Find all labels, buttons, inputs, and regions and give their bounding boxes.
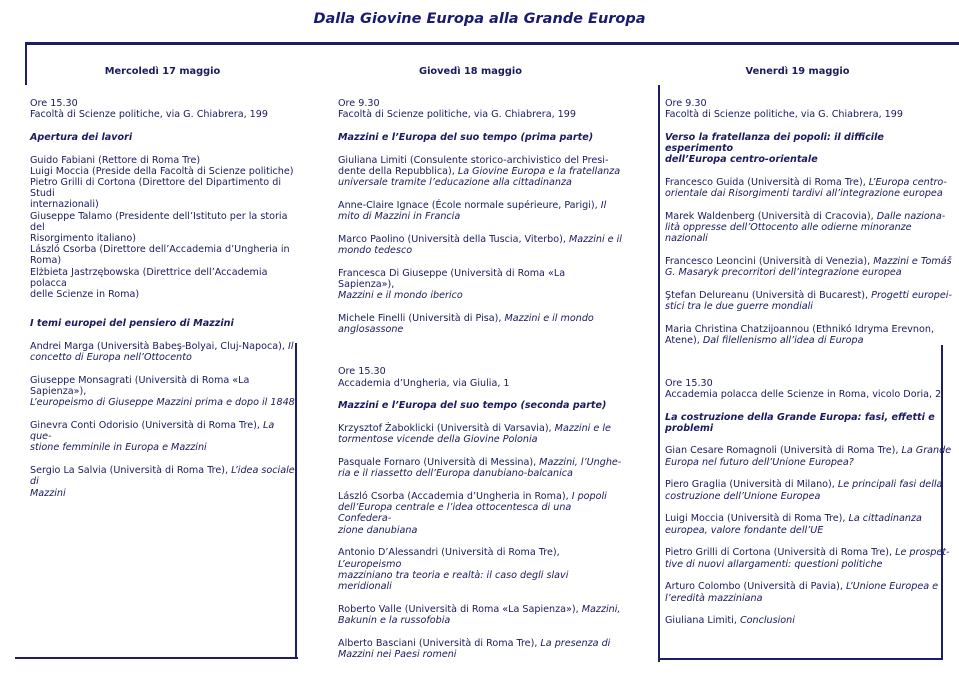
- talk-item: [30, 341, 295, 363]
- speaker-line: Roma): [30, 255, 62, 267]
- session-place: Facoltà di Scienze politiche, via G. Chiabrera, 199: [30, 109, 268, 121]
- talk-title: stione femminile in Europa e Mazzini: [30, 442, 207, 454]
- section-heading-line: La costruzione della Grande Europa: fasi, effetti e: [665, 411, 935, 423]
- talk-title: L’Europa centro-: [868, 177, 947, 188]
- session-info: [665, 98, 955, 120]
- talk-title: Mazzini, l’Unghe-: [539, 457, 622, 468]
- session-place: Accademia polacca delle Scienze in Roma, vicolo Doria, 2: [665, 388, 942, 400]
- talk-title: L’Unione Europea e: [845, 581, 939, 593]
- talk-item: [665, 211, 955, 245]
- talk-title: dell’Europa centrale e l’idea ottocentesca di una Confedera-: [338, 502, 572, 525]
- speaker-line: László Csorba (Direttore dell’Accademia d’Ungheria in: [30, 244, 290, 256]
- speaker: Marek Waldenberg (Università di Cracovia),: [665, 211, 877, 222]
- talk-item: [338, 491, 623, 536]
- talk-item: [665, 324, 955, 346]
- talk-item: [665, 177, 955, 199]
- speaker: Luigi Moccia (Università di Roma Tre),: [665, 513, 849, 525]
- speaker: Krzysztof Żaboklicki (Università di Varsavia),: [338, 423, 555, 434]
- speaker: Roberto Valle (Università di Roma «La Sapienza»),: [338, 603, 582, 615]
- speaker: Pietro Grilli di Cortona (Università di Roma Tre),: [665, 547, 896, 559]
- speaker: Michele Finelli (Università di Pisa),: [338, 313, 505, 324]
- day-heading-thursday: Giovedì 18 maggio: [419, 66, 522, 77]
- session-time: Ore 9.30: [338, 98, 380, 109]
- section-heading: Mazzini e l’Europa del suo tempo (seconda parte): [338, 400, 607, 412]
- session-time: Ore 15.30: [338, 366, 386, 378]
- speaker: Pasquale Fornaro (Università di Messina),: [338, 457, 540, 468]
- talk-title: zione danubiana: [338, 524, 418, 536]
- section-heading: Mazzini e l’Europa del suo tempo (prima parte): [338, 132, 594, 143]
- talk-item: [665, 547, 955, 569]
- speaker: Arturo Colombo (Università di Pavia),: [665, 581, 846, 593]
- talk-title: orientale dai Risorgimenti tardivi all’integrazione europea: [665, 188, 943, 200]
- session-info: [665, 378, 955, 400]
- talk-title: anglosassone: [338, 324, 404, 336]
- talk-title: Mazzini,: [581, 603, 621, 615]
- session-time: Ore 15.30: [665, 377, 713, 389]
- session-time: Ore 9.30: [665, 98, 707, 109]
- speaker: Antonio D’Alessandri (Università di Roma Tre),: [338, 547, 560, 559]
- speaker: Piero Graglia (Università di Milano),: [665, 479, 838, 491]
- speaker-line: Risorgimento italiano): [30, 233, 136, 245]
- talk-title: mazziniano tra teoria e realtà: il caso degli slavi meridionali: [338, 569, 569, 593]
- talk-item: [338, 200, 623, 222]
- talk-title: L’europeismo: [338, 558, 402, 570]
- talk-item: [665, 256, 955, 278]
- section-heading: [665, 412, 955, 434]
- talk-title: Il: [600, 199, 607, 211]
- speaker-line: Giuseppe Talamo (Presidente dell’Istituto per la storia del: [30, 210, 288, 233]
- talk-title: La presenza di: [540, 637, 611, 649]
- col3-left-rule: [658, 85, 660, 662]
- talk-item: [338, 268, 623, 302]
- speaker: Sergio La Salvia (Università di Roma Tre),: [30, 465, 232, 477]
- talk-title: tormentose vicende della Giovine Polonia: [338, 434, 538, 446]
- talk-item: [338, 547, 623, 592]
- talk-title: Mazzini e il mondo: [504, 313, 594, 324]
- talk-title: l’eredità mazziniana: [665, 592, 763, 604]
- speaker-line: delle Scienze in Roma): [30, 289, 140, 301]
- talk-title: mondo tedesco: [338, 245, 413, 256]
- talk-title: Conclusioni: [739, 615, 795, 627]
- talk-title: Dalle naziona-: [876, 211, 946, 222]
- session-place: Facoltà di Scienze politiche, via G. Chiabrera, 199: [338, 109, 576, 121]
- talk-title: Europa nel futuro dell’Unione Europea?: [665, 456, 854, 468]
- talk-title: Mazzini e il mondo iberico: [338, 290, 463, 302]
- talk-title: mito di Mazzini in Francia: [338, 211, 461, 222]
- talk-title: L’europeismo di Giuseppe Mazzini prima e dopo il 1848: [30, 397, 295, 409]
- talk-item: [30, 375, 295, 409]
- talk-title: Mazzini nei Paesi romeni: [338, 649, 457, 661]
- speaker: Maria Christina Chatzijoannou (Ethnikó Idryma Erevnon,: [665, 324, 935, 336]
- talk-title: La que-: [30, 420, 275, 443]
- section-heading-line: dell’Europa centro-orientale: [665, 154, 818, 166]
- talk-title: L’idea sociale di: [30, 465, 295, 488]
- talk-title: Bakunin e la russofobia: [338, 615, 451, 627]
- bottom-rule-right: [660, 658, 943, 660]
- talk-item: [665, 581, 955, 603]
- talk-title: Dal filellenismo all’idea di Europa: [702, 335, 864, 347]
- section-heading: Apertura dei lavori: [30, 132, 133, 143]
- session-info: [30, 98, 295, 120]
- speaker-line: Pietro Grilli di Cortona (Direttore del Dipartimento di Studi: [30, 177, 281, 200]
- column-friday: [665, 98, 955, 638]
- talk-item: [665, 615, 955, 626]
- speaker: Ştefan Delureanu (Università di Bucarest),: [665, 290, 872, 302]
- talk-title: La Giovine Europa e la fratellanza: [457, 165, 621, 177]
- speaker: dente della Repubblica),: [338, 165, 458, 177]
- speaker: Marco Paolino (Università della Tuscia, Viterbo),: [338, 233, 569, 245]
- opening-speakers: [30, 155, 295, 301]
- talk-item: [338, 604, 623, 626]
- speaker: Alberto Basciani (Università di Roma Tre),: [338, 637, 541, 649]
- speaker: Ginevra Conti Odorisio (Università di Roma Tre),: [30, 420, 263, 432]
- speaker-line: Guido Fabiani (Rettore di Roma Tre): [30, 154, 201, 166]
- speaker: Francesco Guida (Università di Roma Tre),: [665, 177, 869, 188]
- talk-title: Mazzini e il: [568, 233, 622, 245]
- talk-title: I popoli: [571, 491, 607, 502]
- speaker-line: Elżbieta Jastrzębowska (Direttrice dell’Accademia polacca: [30, 266, 268, 289]
- speaker: Francesco Leoncini (Università di Venezia),: [665, 256, 874, 268]
- talk-item: [665, 290, 955, 312]
- talk-title: lità oppresse dell’Ottocento alle odierne minoranze nazionali: [665, 222, 912, 245]
- talk-title: La cittadinanza: [848, 513, 922, 525]
- speaker: Andrei Marga (Università Babeş-Bolyai, Cluj-Napoca),: [30, 340, 289, 352]
- top-rule: [25, 42, 959, 45]
- talk-title: stici tra le due guerre mondiali: [665, 301, 813, 313]
- speaker: Atene),: [665, 335, 703, 347]
- talk-item: [338, 155, 623, 189]
- column-thursday: [338, 98, 623, 672]
- page-title: Dalla Giovine Europa alla Grande Europa: [313, 11, 646, 27]
- speaker: Anne-Claire Ignace (École normale supérieure, Parigi),: [338, 199, 601, 211]
- section-heading: [665, 132, 955, 166]
- day-heading-wednesday: Mercoledì 17 maggio: [104, 66, 221, 77]
- talk-title: Il: [288, 340, 294, 352]
- talk-item: [665, 479, 955, 501]
- speaker: Gian Cesare Romagnoli (Università di Roma Tre),: [665, 445, 902, 457]
- talk-item: [338, 234, 623, 256]
- speaker: Giuseppe Monsagrati (Università di Roma «La Sapienza»),: [30, 374, 250, 398]
- section-heading-line: Verso la fratellanza dei popoli: il difficile esperimento: [665, 132, 884, 155]
- session-time: Ore 15.30: [30, 98, 78, 109]
- talk-item: [338, 457, 623, 479]
- col1-right-rule: [295, 343, 297, 659]
- talk-title: costruzione dell’Unione Europea: [665, 490, 821, 502]
- day-heading-friday: Venerdì 19 maggio: [745, 66, 850, 77]
- section-heading: I temi europei del pensiero di Mazzini: [30, 318, 234, 330]
- bottom-rule-left: [15, 657, 298, 659]
- speaker: Francesca Di Giuseppe (Università di Roma «La Sapienza»),: [338, 267, 566, 290]
- session-place: Facoltà di Scienze politiche, via G. Chiabrera, 199: [665, 109, 903, 121]
- speaker: Giuliana Limiti,: [665, 615, 740, 627]
- session-info: [338, 98, 623, 120]
- session-info: [338, 366, 623, 388]
- left-rule: [25, 42, 27, 85]
- speaker: László Csorba (Accademia d’Ungheria in Roma),: [338, 491, 572, 502]
- talk-title: concetto di Europa nell’Ottocento: [30, 352, 192, 364]
- talk-item: [338, 313, 623, 335]
- talk-title: Mazzini e Tomáš: [873, 256, 952, 268]
- talk-title: europea, valore fondante dell’UE: [665, 524, 824, 536]
- talk-item: [338, 638, 623, 660]
- talk-title: ria e il riassetto dell’Europa danubiano-balcanica: [338, 468, 573, 480]
- speaker-line: Luigi Moccia (Preside della Facoltà di Scienze politiche): [30, 165, 294, 177]
- talk-item: [30, 465, 295, 499]
- talk-item: [665, 513, 955, 535]
- column-wednesday: [30, 98, 295, 510]
- speaker: Giuliana Limiti (Consulente storico-archivistico del Presi-: [338, 154, 609, 166]
- section-heading-line: problemi: [665, 422, 714, 434]
- talk-title: Le principali fasi della: [837, 479, 943, 491]
- talk-item: [338, 423, 623, 445]
- talk-item: [665, 445, 955, 467]
- session-place: Accademia d’Ungheria, via Giulia, 1: [338, 377, 510, 389]
- talk-title: G. Masaryk precorritori dell’integrazione europea: [665, 267, 902, 279]
- talk-title: Mazzini e le: [554, 423, 611, 434]
- talk-title: Mazzini: [30, 487, 66, 499]
- talk-title: Progetti europei-: [871, 290, 952, 302]
- talk-title: tive di nuovi allargamenti: questioni politiche: [665, 558, 883, 570]
- talk-item: [30, 420, 295, 454]
- talk-title: Le prospet-: [895, 547, 950, 559]
- speaker-line: internazionali): [30, 199, 99, 211]
- talk-title: universale tramite l’educazione alla cittadinanza: [338, 177, 572, 188]
- talk-title: La Grande: [901, 445, 952, 457]
